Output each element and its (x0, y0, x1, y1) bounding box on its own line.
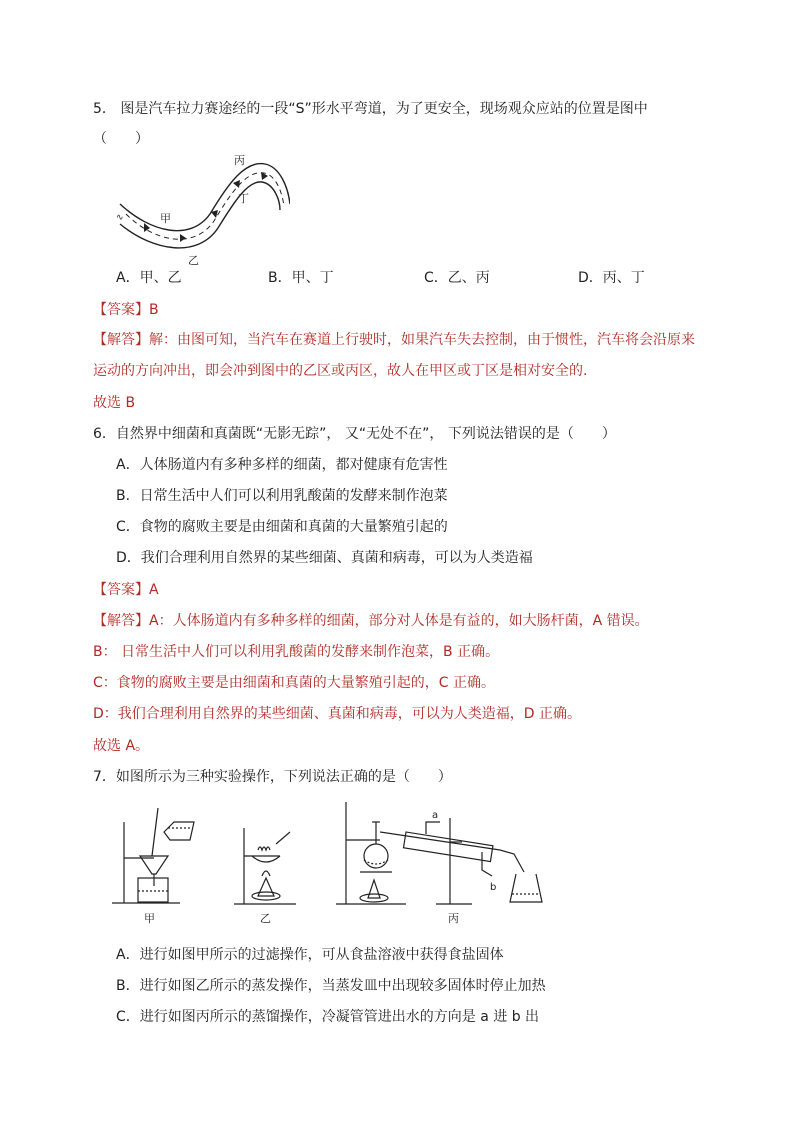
q6-analysis-line2: B： 日常生活中人们可以利用乳酸菌的发酵来制作泡菜，B 正确。 (93, 644, 500, 660)
figure-jia-label: 甲 (144, 912, 155, 925)
answer-label: 【答案】 (93, 302, 149, 318)
answer-value: B (149, 302, 159, 318)
q7-option-b: B．进行如图乙所示的蒸发操作，当蒸发皿中出现较多固体时停止加热 (116, 978, 546, 994)
q5-answer (93, 301, 159, 319)
analysis-text: 解：由图可知，当汽车在赛道上行驶时，如果汽车失去控制，由于惯性，汽车将会沿原来 (149, 332, 695, 348)
q5-conclusion: 故选 B (93, 395, 136, 411)
figure-bing-label: 丙 (448, 912, 459, 925)
q5-analysis-line1 (93, 331, 695, 349)
figure-a-label: a (432, 810, 439, 821)
q6-analysis-line3: C：食物的腐败主要是由细菌和真菌的大量繁殖引起的，C 正确。 (93, 675, 495, 691)
q6-conclusion: 故选 A。 (93, 738, 150, 754)
analysis-text: A：人体肠道内有多种多样的细菌，部分对人体是有益的，如大肠杆菌，A 错误。 (149, 613, 649, 629)
region-jia-label: 甲 (160, 212, 171, 225)
distillation-apparatus (336, 802, 542, 904)
q6-option-a: A．人体肠道内有多种多样的细菌，都对健康有危害性 (116, 457, 448, 473)
region-bing-label: 丙 (234, 154, 245, 167)
answer-value: A (149, 582, 159, 598)
filtration-apparatus (112, 808, 194, 903)
q5-option-b: B．甲、丁 (268, 270, 334, 286)
q7-option-a: A．进行如图甲所示的过滤操作，可从食盐溶液中获得食盐固体 (116, 947, 504, 963)
analysis-label: 【解答】 (93, 613, 149, 629)
q5-analysis-line2: 运动的方向冲出，即会冲到图中的乙区或丙区，故人在甲区或丁区是相对安全的. (93, 363, 588, 379)
answer-label: 【答案】 (93, 582, 149, 598)
q6-analysis-line1 (93, 612, 649, 630)
q5-paren: （ ） (93, 131, 149, 147)
evaporation-apparatus (234, 828, 296, 904)
q6-option-b: B．日常生活中人们可以利用乳酸菌的发酵来制作泡菜 (116, 488, 448, 504)
q6-option-d: D．我们合理利用自然界的某些细菌、真菌和病毒，可以为人类造福 (116, 550, 533, 566)
svg-text:∿: ∿ (116, 213, 124, 223)
q5-option-c: C．乙、丙 (424, 270, 490, 286)
q5-option-d: D．丙、丁 (578, 270, 645, 286)
q7-stem: 7．如图所示为三种实验操作，下列说法正确的是（ ） (93, 769, 452, 785)
analysis-label: 【解答】 (93, 332, 149, 348)
q5-option-a: A．甲、乙 (116, 270, 182, 286)
q7-option-c: C．进行如图丙所示的蒸馏操作，冷凝管管进出水的方向是 a 进 b 出 (116, 1009, 540, 1025)
q5-stem: 5． 图是汽车拉力赛途经的一段“S”形水平弯道，为了更安全，现场观众应站的位置是图中 (93, 101, 648, 117)
s-curve-road-figure (110, 152, 290, 270)
q6-option-c: C．食物的腐败主要是由细菌和真菌的大量繁殖引起的 (116, 519, 448, 535)
q6-analysis-line4: D：我们合理利用自然界的某些细菌、真菌和病毒，可以为人类造福，D 正确。 (93, 706, 582, 722)
lab-operations-figure (110, 798, 560, 933)
region-yi-label: 乙 (188, 254, 199, 267)
q6-stem: 6．自然界中细菌和真菌既“无影无踪”， 又“无处不在”， 下列说法错误的是（ ） (93, 426, 616, 442)
q6-answer (93, 581, 159, 599)
figure-b-label: b (490, 882, 497, 893)
region-ding-label: 丁 (238, 192, 249, 205)
figure-yi-label: 乙 (260, 912, 271, 925)
